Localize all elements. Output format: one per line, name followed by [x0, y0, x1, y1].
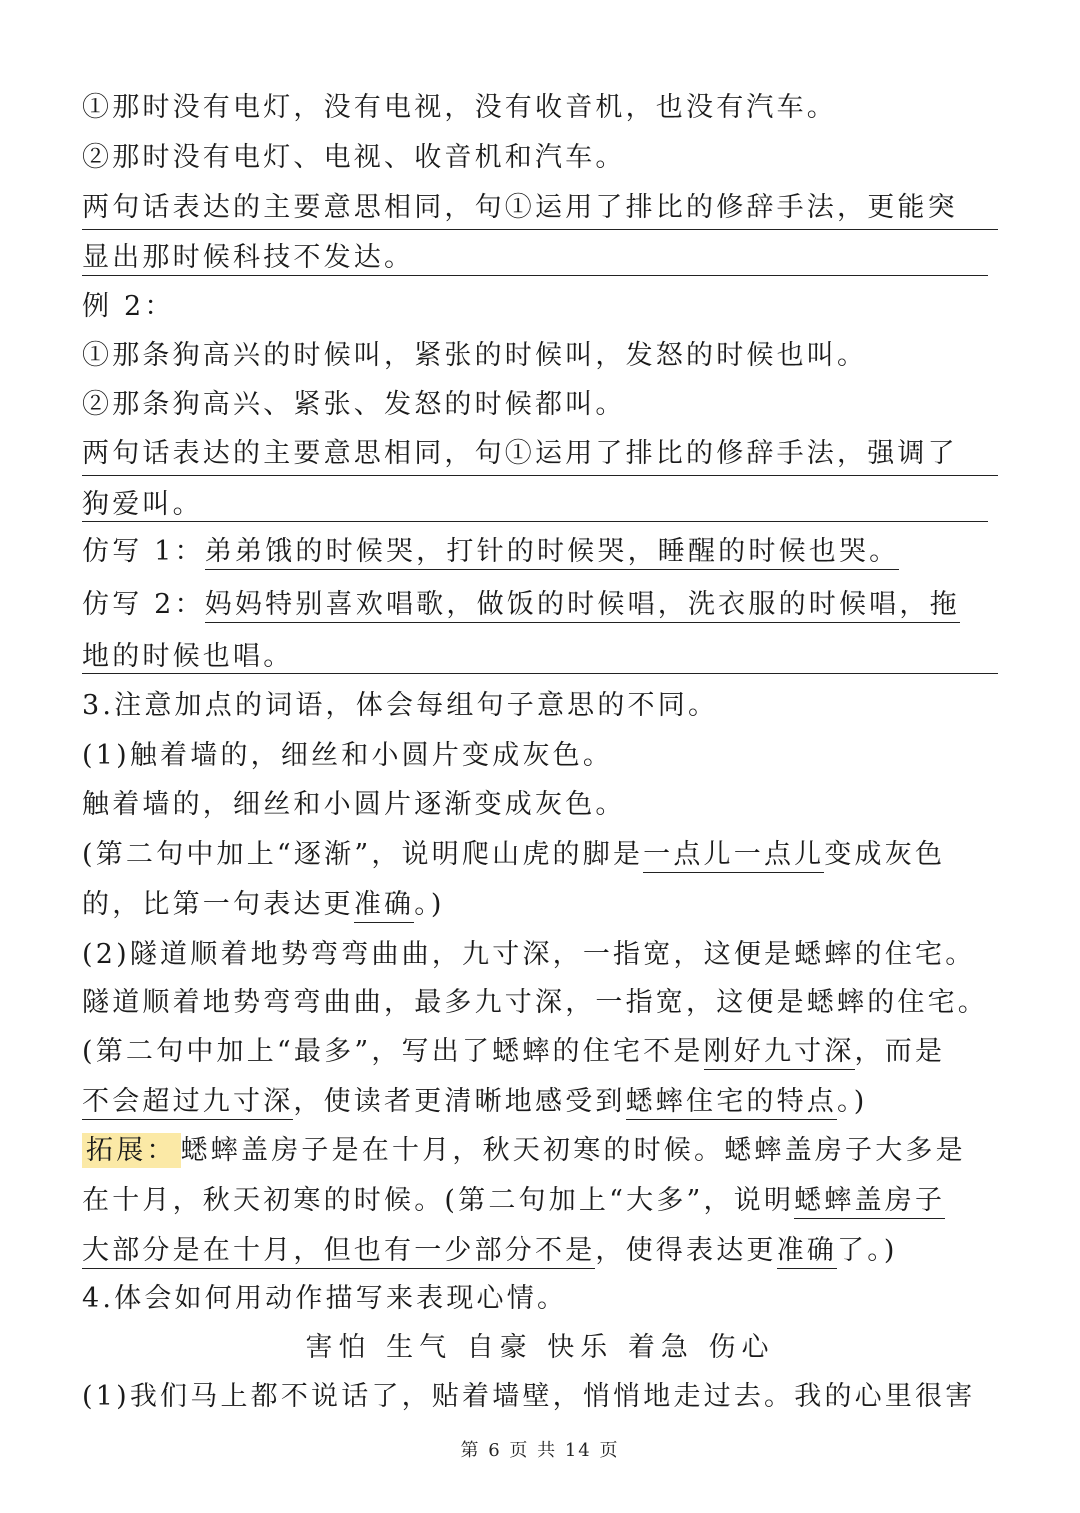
key-phrase: 蟋蟀住宅的特点: [626, 1086, 837, 1120]
key-phrase: 准确: [777, 1235, 837, 1269]
sentence: (1)我们马上都不说话了，贴着墙壁，悄悄地走过去。我的心里很害: [82, 1381, 976, 1412]
key-phrase: 大部分是在十月，但也有一少部分不是: [82, 1235, 595, 1269]
sentence: 触着墙的，细丝和小圆片逐渐变成灰色。: [82, 789, 626, 820]
answer-line: 显出那时候科技不发达。: [82, 242, 415, 273]
answer-underline: [82, 475, 998, 476]
answer-line: 两句话表达的主要意思相同，句①运用了排比的修辞手法，强调了: [82, 438, 958, 469]
page-footer: 第 6 页 共 14 页: [460, 1440, 620, 1461]
key-phrase: 刚好九寸深: [704, 1036, 855, 1070]
extension-label: 拓展：: [82, 1133, 181, 1168]
answer-text: 妈妈特别喜欢唱歌，做饭的时候唱，洗衣服的时候唱，拖: [205, 589, 960, 623]
explanation: (第二句中加上“最多”，写出了蟋蟀的住宅不是刚好九寸深，而是: [82, 1032, 945, 1072]
example2-sentence1: ①那条狗高兴的时候叫，紧张的时候叫，发怒的时候也叫。: [82, 340, 868, 371]
answer-text: 弟弟饿的时候哭，打针的时候哭，睡醒的时候也哭。: [205, 536, 900, 570]
imitation-2: [82, 585, 960, 625]
key-phrase: 蟋蟀盖房子: [794, 1185, 945, 1219]
imitation-1: [82, 532, 899, 572]
extension: 大部分是在十月，但也有一少部分不是，使得表达更准确了。): [82, 1231, 898, 1271]
section-4-heading: 4.体会如何用动作描写来表现心情。: [82, 1283, 568, 1314]
imitation-label: 仿写 2：: [82, 589, 205, 620]
answer-underline: [82, 275, 988, 276]
example2-sentence2: ②那条狗高兴、紧张、发怒的时候都叫。: [82, 389, 626, 420]
answer-line: 地的时候也唱。: [82, 641, 294, 672]
answer-line: 狗爱叫。: [82, 489, 203, 520]
answer-underline: [82, 673, 998, 674]
explanation: 不会超过九寸深，使读者更清晰地感受到蟋蟀住宅的特点。): [82, 1082, 867, 1122]
imitation-label: 仿写 1：: [82, 536, 205, 567]
key-phrase: 准确: [354, 889, 414, 923]
key-phrase: 一点儿一点儿: [643, 839, 824, 873]
explanation: (第二句中加上“逐渐”，说明爬山虎的脚是一点儿一点儿变成灰色: [82, 835, 945, 875]
sentence: 隧道顺着地势弯弯曲曲，最多九寸深，一指宽，这便是蟋蟀的住宅。: [82, 987, 988, 1018]
example2-heading: 例 2：: [82, 291, 175, 322]
extension: 在十月，秋天初寒的时候。(第二句加上“大多”，说明蟋蟀盖房子: [82, 1181, 945, 1221]
emotion-word-bank: 害怕 生气 自豪 快乐 着急 伤心: [305, 1332, 775, 1363]
extension: 拓展： 蟋蟀盖房子是在十月，秋天初寒的时候。蟋蟀盖房子大多是: [82, 1131, 966, 1171]
sentence: (2)隧道顺着地势弯弯曲曲，九寸深，一指宽，这便是蟋蟀的住宅。: [82, 939, 976, 970]
explanation: 的，比第一句表达更准确。): [82, 885, 445, 925]
example1-sentence1: ①那时没有电灯，没有电视，没有收音机，也没有汽车。: [82, 92, 837, 123]
answer-underline: [82, 229, 998, 230]
section-3-heading: 3.注意加点的词语，体会每组句子意思的不同。: [82, 690, 719, 721]
example1-sentence2: ②那时没有电灯、电视、收音机和汽车。: [82, 142, 626, 173]
sentence: (1)触着墙的，细丝和小圆片变成灰色。: [82, 740, 614, 771]
answer-underline: [82, 521, 988, 522]
answer-line: 两句话表达的主要意思相同，句①运用了排比的修辞手法，更能突: [82, 192, 958, 223]
key-phrase: 不会超过九寸深: [82, 1086, 293, 1120]
